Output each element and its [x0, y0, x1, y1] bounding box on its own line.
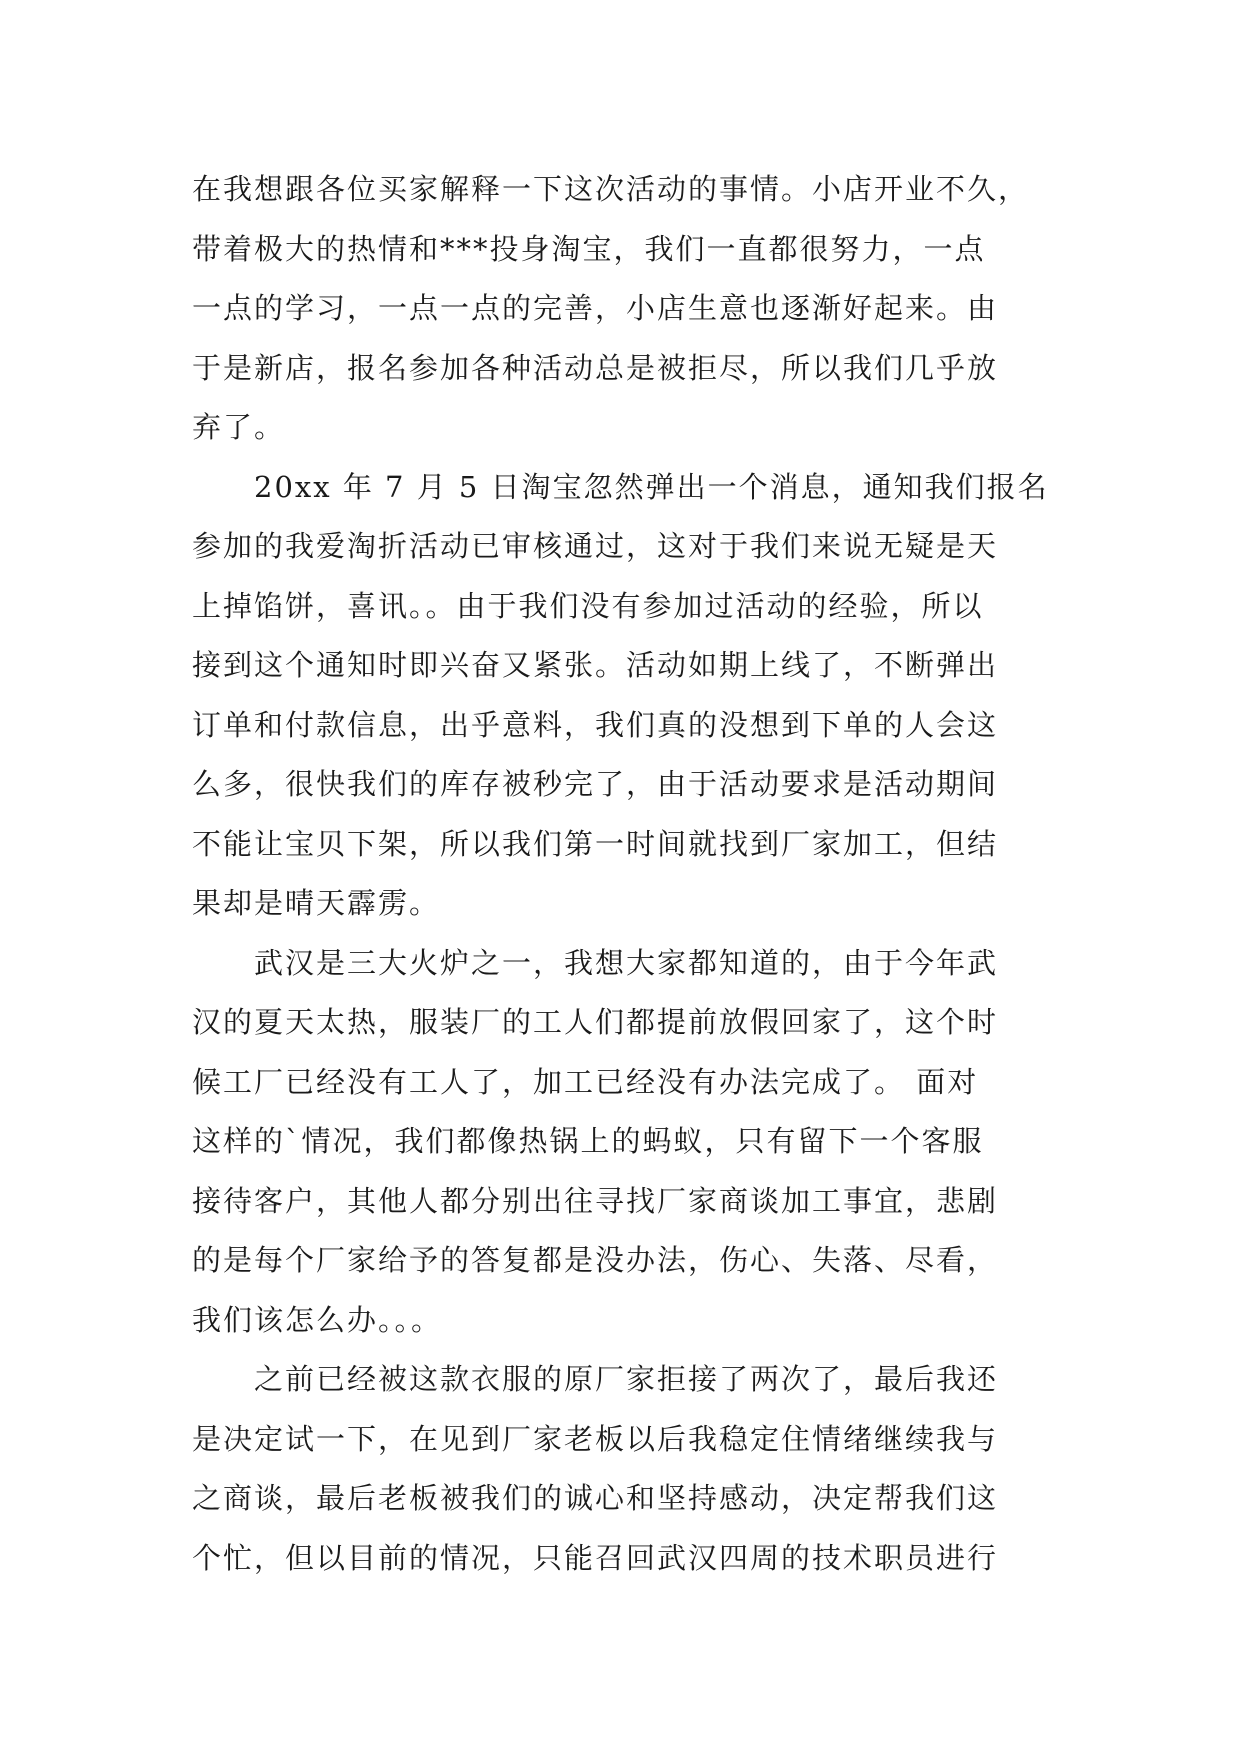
text-line: 一点的学习，一点一点的完善，小店生意也逐渐好起来。由	[192, 291, 999, 325]
text-line: 这样的`情况，我们都像热锅上的蚂蚁，只有留下一个客服	[192, 1124, 984, 1158]
paragraph	[192, 1350, 1082, 1588]
text-line: 带着极大的热情和***投身淘宝，我们一直都很努力，一点	[192, 231, 986, 266]
text-line: 弃了。	[192, 410, 286, 444]
text-line: 不能让宝贝下架，所以我们第一时间就找到厂家加工，但结	[192, 826, 999, 861]
text-line: 订单和付款信息，出乎意料，我们真的没想到下单的人会这	[192, 707, 999, 742]
text-line: 么多，很快我们的库存被秒完了，由于活动要求是活动期间	[192, 767, 999, 801]
text-line: 于是新店，报名参加各种活动总是被拒尽，所以我们几乎放	[192, 350, 999, 385]
paragraph	[192, 160, 1082, 458]
paragraph	[192, 934, 1082, 1351]
text-line: 上掉馅饼，喜讯。。由于我们没有参加过活动的经验，所以	[192, 588, 984, 623]
paragraph	[192, 458, 1082, 934]
text-line: 候工厂已经没有工人了，加工已经没有办法完成了。 面对	[192, 1064, 979, 1099]
document-body	[192, 160, 1082, 1588]
text-line: 武汉是三大火炉之一，我想大家都知道的，由于今年武	[254, 945, 999, 980]
text-line: 果却是晴天霹雳。	[192, 886, 441, 920]
text-line: 个忙，但以目前的情况，只能召回武汉四周的技术职员进行	[192, 1540, 999, 1575]
text-line: 是决定试一下，在见到厂家老板以后我稳定住情绪继续我与	[192, 1421, 999, 1456]
text-line: 汉的夏天太热，服装厂的工人们都提前放假回家了，这个时	[192, 1005, 999, 1039]
text-line: 20xx 年 7 月 5 日淘宝忽然弹出一个消息，通知我们报名	[254, 469, 1049, 504]
text-line: 之商谈，最后老板被我们的诚心和坚持感动，决定帮我们这	[192, 1481, 999, 1515]
text-line: 参加的我爱淘折活动已审核通过，这对于我们来说无疑是天	[192, 529, 999, 563]
text-line: 接到这个通知时即兴奋又紧张。活动如期上线了，不断弹出	[192, 648, 999, 682]
text-line: 在我想跟各位买家解释一下这次活动的事情。小店开业不久，	[192, 172, 1030, 206]
text-line: 接待客户，其他人都分别出往寻找厂家商谈加工事宜，悲剧	[192, 1183, 999, 1218]
text-line: 的是每个厂家给予的答复都是没办法，伤心、失落、尽看，	[192, 1243, 999, 1277]
text-line: 我们该怎么办。。。	[192, 1302, 443, 1337]
text-line: 之前已经被这款衣服的原厂家拒接了两次了，最后我还	[254, 1362, 999, 1396]
